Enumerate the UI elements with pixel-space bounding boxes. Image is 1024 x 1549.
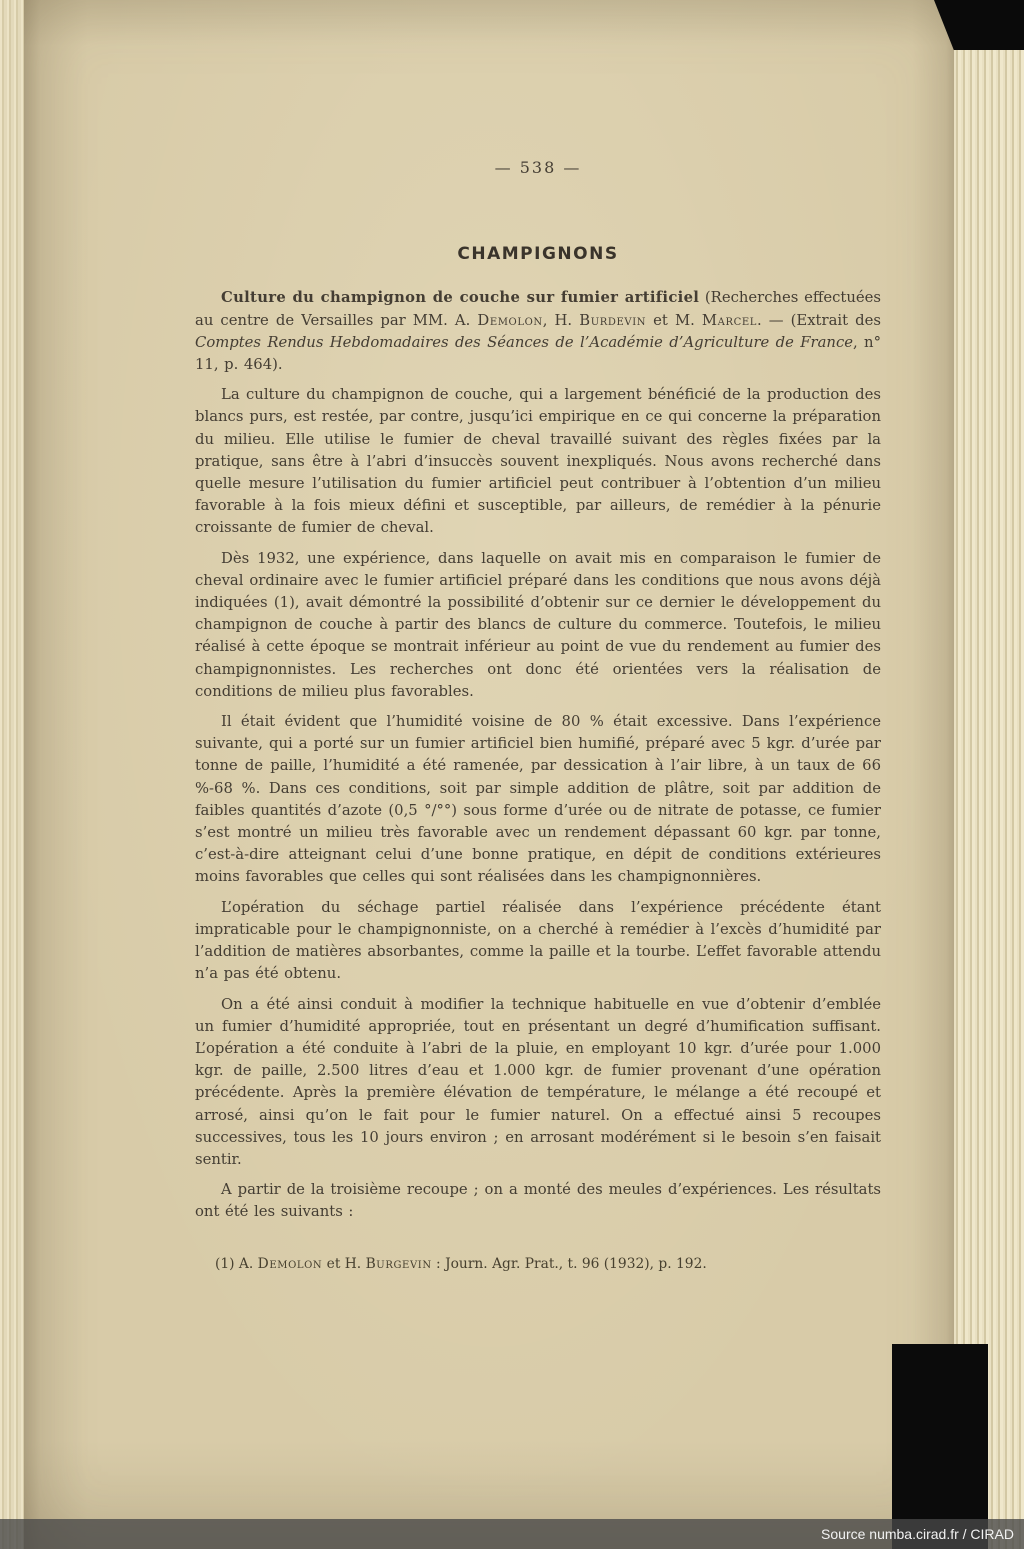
body-paragraph: On a été ainsi conduit à modifier la technique habituelle en vue d’obtenir d’emblée un fumier d’humidité appropriée, tout en présentant un degré d’humification suffisant. L’opération a été conduite à l’abri de la pluie, en employant 10 kgr. d’urée pour 1.000 kgr. de paille, 2.500 litres d’eau et 1.000 kgr. de fumier provenant d’une opération précédente. Après la première élévation de température, le mélange a été recoupé et arrosé, ainsi qu’on le fait pour le fumier naturel. On a effectué ainsi 5 recoupes successives, tous les 10 jours environ ; en arrosant modérément si le besoin s’en faisait sentir. [195,995,881,1168]
intro-text: et M. [646,311,702,329]
intro-bold-title: Culture du champignon de couche sur fumier artificiel [221,289,700,307]
body-paragraph: Il était évident que l’humidité voisine de 80 % était excessive. Dans l’expérience suivante, qui a porté sur un fumier artificiel bien humifié, préparé avec 5 kgr. d’urée par tonne de paille, l’humidité a été ramenée, par dessication à l’air libre, à un taux de 66 %-68 %. Dans ces conditions, soit par simple addition de plâtre, soit par addition de faibles quantités d’azote (0,5 °/°°) sous forme d’urée ou de nitrate de potasse, ce fumier s’est montré un milieu très favorable avec un rendement dépassant 60 kgr. par tonne, c’est-à-dire atteignant celui d’une bonne pratique, en dépit de conditions extérieures moins favorables que celles qui sont réalisées dans les champignonnières. [195,713,881,886]
footnote-text: et H. [322,1255,366,1272]
book-right-page-edges [954,0,1024,1549]
attribution-bar [0,1519,1024,1549]
author-name: Demolon [257,1255,323,1272]
body-paragraph: A partir de la troisième recoupe ; on a monté des meules d’expériences. Les résultats ont été les suivants : [195,1181,881,1221]
footnote [195,1254,881,1274]
author-name: Burgevin [365,1255,432,1272]
page-number: — 538 — [494,158,582,177]
body-paragraph: Dès 1932, une expérience, dans laquelle on avait mis en comparaison le fumier de cheval ordinaire avec le fumier artificiel préparé dans les conditions que nous avons déjà indiquées (1), avait démontré la possibilité d’obtenir sur ce dernier le développement du champignon de couche à partir des blancs de culture du commerce. Toutefois, le milieu réalisé à cette époque se montrait inférieur au point de vue du rendement au fumier des champignonnistes. Les recherches ont donc été orientées vers la réalisation de conditions de milieu plus favorables. [195,549,881,700]
intro-paragraph [195,287,881,376]
intro-text: . — (Extrait des [756,311,881,329]
footnote-text: : Journ. Agr. Prat., t. 96 (1932), p. 192. [431,1255,707,1272]
intro-text: , H. [542,311,580,329]
author-name: Demolon [477,311,543,329]
footnote-text: (1) A. [215,1255,258,1272]
attribution-text: Source numba.cirad.fr / CIRAD [821,1526,1014,1542]
body-paragraph: La culture du champignon de couche, qui a largement bénéficié de la production des blancs purs, est restée, par contre, jusqu’ici empirique en ce qui concerne la préparation du milieu. Elle utilise le fumier de cheval travaillé suivant des règles fixées par la pratique, sans être à l’abri d’insuccès souvent inexpliqués. Nous avons recherché dans quelle mesure l’utilisation du fumier artificiel peut contribuer à l’obtention d’un milieu favorable à la fois mieux défini et susceptible, par ailleurs, de remédier à la pénurie croissante de fumier de cheval. [195,386,881,537]
body-paragraph: L’opération du séchage partiel réalisée dans l’expérience précédente étant impraticable pour le champignonniste, on a cherché à remédier à l’excès d’humidité par l’addition de matières absorbantes, comme la paille et la tourbe. L’effet favorable attendu n’a pas été obtenu. [195,898,881,983]
intro-text: (Recherches effectuées au centre de Versailles par MM. A. [195,289,881,329]
journal-title: Comptes Rendus Hebdomadaires des Séances de l’Académie d’Agriculture de France [195,333,853,351]
author-name: Marcel [701,311,757,329]
document-text-column [195,0,881,1274]
author-name: Burdevin [579,311,647,329]
intro-text: , n° 11, p. 464). [195,333,881,374]
article-heading: CHAMPIGNONS [457,244,619,265]
